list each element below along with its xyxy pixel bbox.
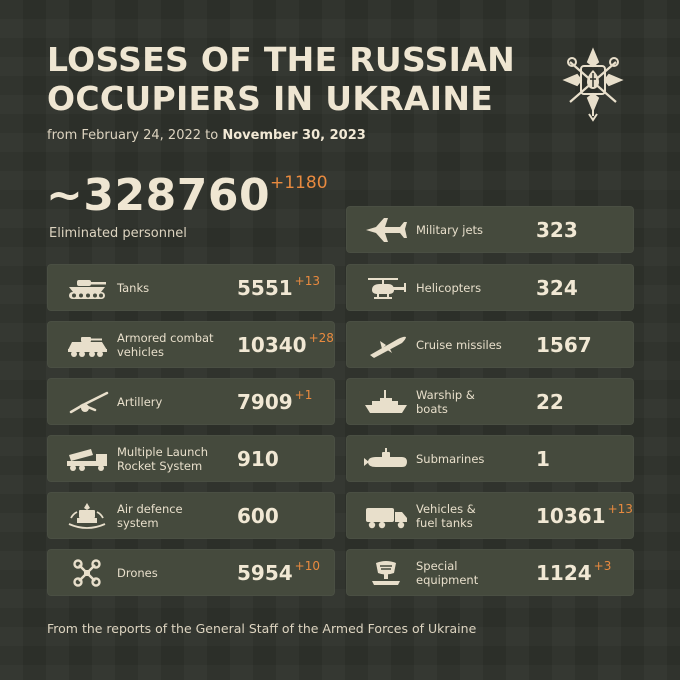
value-number: 600	[237, 504, 279, 528]
card-military-jets	[346, 206, 634, 253]
value-delta: +13	[294, 274, 320, 288]
card-value	[237, 504, 281, 528]
value-delta: +28	[308, 331, 334, 345]
card-value	[536, 390, 566, 414]
card-cruise-missiles	[346, 321, 634, 368]
card-helicopters	[346, 264, 634, 311]
card-warships	[346, 378, 634, 425]
value-number: 7909	[237, 390, 293, 414]
value-number: 22	[536, 390, 564, 414]
value-delta: +10	[294, 559, 320, 573]
card-label: Warship & boats	[416, 387, 475, 416]
personnel-label: Eliminated personnel	[49, 226, 187, 241]
card-value	[237, 561, 320, 585]
air-defence-icon	[63, 500, 111, 532]
card-label: Special equipment	[416, 558, 479, 587]
drone-icon	[63, 557, 111, 589]
personnel-value: ~328760	[46, 170, 271, 221]
value-number: 10340	[237, 333, 307, 357]
value-delta: +3	[593, 559, 612, 573]
card-value	[237, 333, 334, 357]
value-delta: +1	[294, 388, 313, 402]
submarine-icon	[362, 443, 410, 475]
cruise-missile-icon	[362, 329, 410, 361]
page-title	[47, 40, 547, 118]
card-label: Cruise missiles	[416, 337, 502, 352]
card-value	[536, 218, 580, 242]
personnel-delta: +1180	[270, 173, 328, 193]
card-label: Multiple Launch Rocket System	[117, 444, 208, 473]
armored-vehicle-icon	[63, 329, 111, 361]
card-tanks	[47, 264, 335, 311]
date-range	[47, 128, 366, 143]
value-delta: +13	[607, 502, 633, 516]
value-number: 5954	[237, 561, 293, 585]
card-label: Submarines	[416, 451, 485, 466]
card-value	[536, 561, 611, 585]
title-line-1: LOSSES OF THE RUSSIAN	[47, 40, 515, 79]
fuel-truck-icon	[362, 500, 410, 532]
card-value	[237, 447, 281, 471]
date-end: November 30, 2023	[222, 128, 366, 143]
value-number: 910	[237, 447, 279, 471]
value-number: 5551	[237, 276, 293, 300]
card-label: Tanks	[117, 280, 150, 295]
special-equipment-icon	[362, 557, 410, 589]
card-drones	[47, 549, 335, 596]
card-label: Military jets	[416, 222, 484, 237]
card-mlrs	[47, 435, 335, 482]
card-label: Armored combat vehicles	[117, 330, 214, 359]
armed-forces-emblem-icon	[562, 44, 624, 124]
card-vehicles-fuel	[346, 492, 634, 539]
jet-icon	[362, 214, 410, 246]
tank-icon	[63, 272, 111, 304]
card-label: Vehicles & fuel tanks	[416, 501, 476, 530]
card-value	[536, 447, 552, 471]
value-number: 323	[536, 218, 578, 242]
helicopter-icon	[362, 272, 410, 304]
date-prefix: from February 24, 2022 to	[47, 128, 223, 143]
card-special-equipment	[346, 549, 634, 596]
card-armored-vehicles	[47, 321, 335, 368]
rocket-launcher-icon	[63, 443, 111, 475]
artillery-icon	[63, 386, 111, 418]
card-label: Air defence system	[117, 501, 183, 530]
card-value	[536, 276, 580, 300]
card-label: Drones	[117, 565, 158, 580]
card-value	[536, 504, 633, 528]
value-number: 1124	[536, 561, 592, 585]
card-artillery	[47, 378, 335, 425]
value-number: 1	[536, 447, 550, 471]
value-number: 324	[536, 276, 578, 300]
title-line-2: OCCUPIERS IN UKRAINE	[47, 79, 494, 118]
card-label: Artillery	[117, 394, 163, 409]
value-number: 10361	[536, 504, 606, 528]
card-value	[536, 333, 594, 357]
source-footer: From the reports of the General Staff of the Armed Forces of Ukraine	[47, 621, 477, 636]
value-number: 1567	[536, 333, 592, 357]
card-air-defence	[47, 492, 335, 539]
card-value	[237, 390, 312, 414]
card-submarines	[346, 435, 634, 482]
warship-icon	[362, 386, 410, 418]
card-value	[237, 276, 320, 300]
card-label: Helicopters	[416, 280, 482, 295]
